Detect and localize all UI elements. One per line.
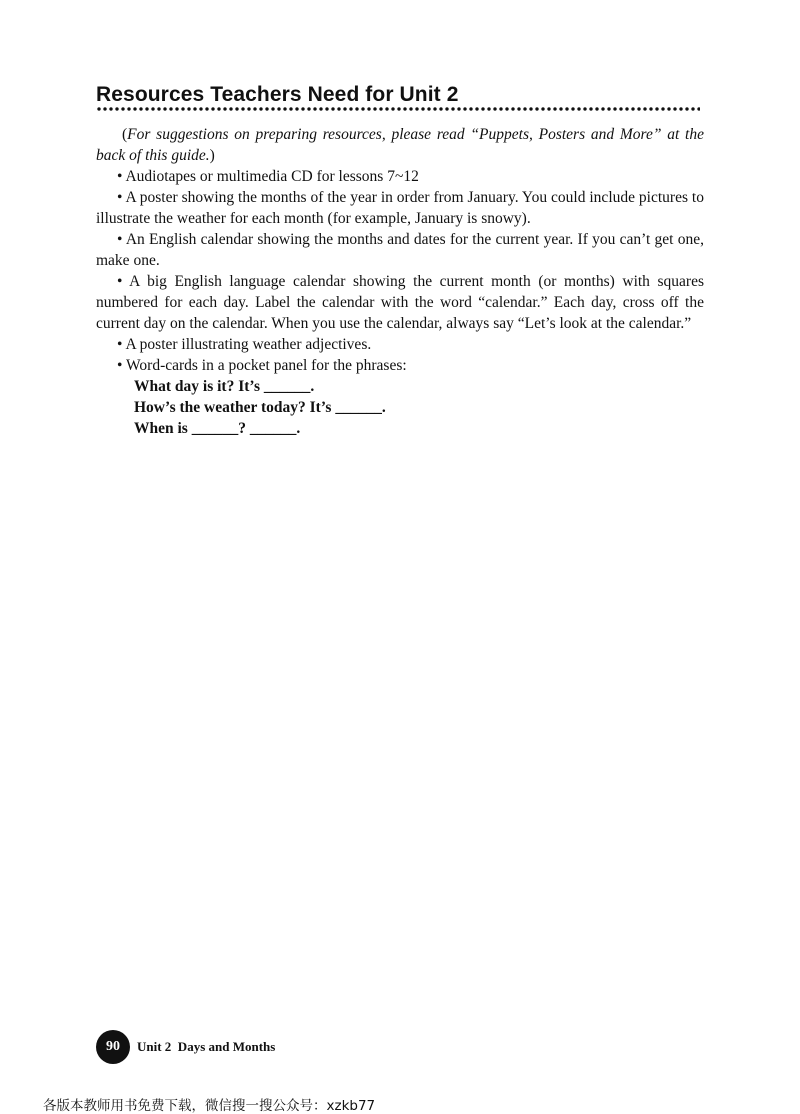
dotted-rule [96, 106, 700, 112]
phrase-line: What day is it? It’s ______. [134, 378, 315, 395]
list-item: • A poster illustrating weather adjectives. [117, 336, 372, 353]
running-footer-title: Unit 2 Days and Months [137, 1039, 276, 1054]
download-note: 各版本教师用书免费下载，微信搜一搜公众号：xzkb77 [43, 1098, 376, 1114]
list-item: • A big English language calendar showing the current month (or months) with squares numbered for each day. Label the calendar with the word “calendar.” Each day, cross off the current day on the calendar. When you use the calendar, always say “Let’s look at the calendar.” [96, 273, 704, 332]
intro-close-paren: ) [209, 147, 215, 164]
page-number-badge: 90 [96, 1030, 130, 1064]
list-item: • Word-cards in a pocket panel for the phrases: [117, 357, 407, 374]
intro-open-paren: ( [122, 126, 128, 143]
list-item: • An English calendar showing the months and dates for the current year. If you can’t get one, make one. [96, 231, 704, 269]
intro-text: For suggestions on preparing resources, please read “Puppets, Posters and More” at the back of this guide. [96, 126, 704, 164]
resource-list [96, 124, 704, 439]
page-footer [96, 1030, 275, 1064]
list-item: • Audiotapes or multimedia CD for lessons 7~12 [117, 168, 419, 185]
phrase-line: How’s the weather today? It’s ______. [134, 399, 386, 416]
section-heading [96, 82, 704, 112]
intro-paragraph [96, 124, 704, 166]
phrase-line: When is ______? ______. [134, 420, 301, 437]
section-title: Resources Teachers Need for Unit 2 [96, 83, 459, 106]
list-item: • A poster showing the months of the year in order from January. You could include pictures to illustrate the weather for each month (for example, January is snowy). [96, 189, 704, 227]
